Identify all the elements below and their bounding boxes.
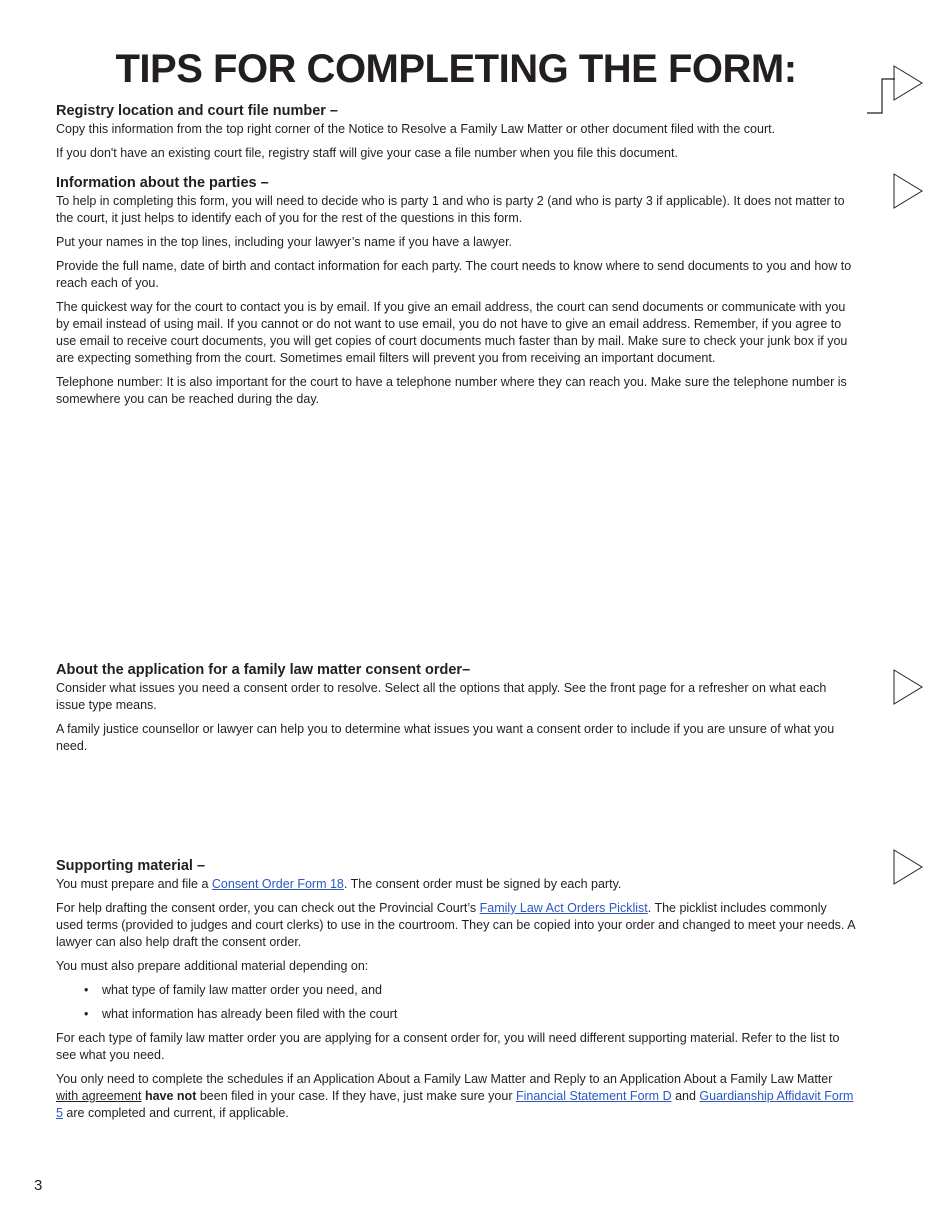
supporting-section xyxy=(56,857,856,1129)
section-heading: Supporting material – xyxy=(56,858,206,874)
page-title: TIPS FOR COMPLETING THE FORM: xyxy=(115,47,797,91)
paragraph: For each type of family law matter order you are applying for a consent order for, you will need different supporting material. Refer to the list to see what you need. xyxy=(56,1031,840,1062)
arrow-right-icon xyxy=(893,849,923,885)
financial-statement-link[interactable]: Financial Statement Form D xyxy=(515,1089,672,1103)
text: . The consent order must be signed by each party. xyxy=(343,877,622,891)
arrow-right-icon xyxy=(893,669,923,705)
paragraph: Telephone number: It is also important for the court to have a telephone number where they can reach you. Make sure the telephone number is somewhere you can be reached during the day. xyxy=(56,375,847,406)
paragraph xyxy=(56,876,856,893)
section-heading: Registry location and court file number – xyxy=(56,103,338,119)
guardianship-affidavit-link[interactable]: Guardianship Affidavit Form 5 xyxy=(56,1089,854,1120)
registry-section xyxy=(56,102,856,169)
text: are completed and current, if applicable. xyxy=(62,1106,289,1120)
paragraph: The quickest way for the court to contact you is by email. If you give an email address, the court can send documents or communicate with you by email instead of using mail. If you cannot or do not want to use email, you do not have to give an email address. Remember, if you agree to use email to receive court documents, you will get copies of court documents much faster than by mail. Make sure to check your junk box if you are expecting something from the court. Sometimes email filters will prevent you from receiving an important document. xyxy=(56,300,848,365)
text: For help drafting the consent order, you can check out the Provincial Court’s xyxy=(56,901,480,915)
paragraph: If you don't have an existing court file, registry staff will give your case a file number when you file this document. xyxy=(56,146,678,160)
section-heading: About the application for a family law matter consent order– xyxy=(56,662,471,678)
arrow-right-icon xyxy=(893,173,923,209)
corner-bracket-icon xyxy=(866,76,896,114)
page-number: 3 xyxy=(34,1177,43,1194)
paragraph: You must also prepare additional material depending on: xyxy=(56,959,369,973)
paragraph: Put your names in the top lines, including your lawyer’s name if you have a lawyer. xyxy=(56,235,513,249)
text: and xyxy=(671,1089,700,1103)
list-item: • what information has already been filed with the court xyxy=(102,1006,856,1023)
bold-text: have not xyxy=(144,1089,197,1103)
text: You must prepare and file a xyxy=(56,877,212,891)
paragraph xyxy=(56,900,856,951)
paragraph xyxy=(56,1071,856,1122)
text: . The picklist includes commonly used terms (provided to judges and court clerks) to use in the courtroom. They can be copied into your order and changed to meet your needs. A lawyer can also help draft the consent order. xyxy=(56,901,855,949)
paragraph: To help in completing this form, you will need to decide who is party 1 and who is party 2 (and who is party 3 if applicable). It does not matter to the court, it just helps to identify each of you for the rest of the questions in this form. xyxy=(56,194,845,225)
application-section xyxy=(56,661,856,762)
text: been filed in your case. If they have, just make sure your xyxy=(196,1089,516,1103)
paragraph: A family justice counsellor or lawyer can help you to determine what issues you want a consent order to include if you are unsure of what you need. xyxy=(56,722,835,753)
orders-picklist-link[interactable]: Family Law Act Orders Picklist xyxy=(479,901,648,915)
consent-order-form-link[interactable]: Consent Order Form 18 xyxy=(211,877,344,891)
text: You only need to complete the schedules if an Application About a Family Law Matter and Reply to an Application About a Family Law Matter xyxy=(56,1072,833,1086)
paragraph: Provide the full name, date of birth and contact information for each party. The court needs to know where to send documents to you and how to reach each of you. xyxy=(56,259,852,290)
paragraph: Copy this information from the top right corner of the Notice to Resolve a Family Law Matter or other document filed with the court. xyxy=(56,122,776,136)
paragraph: Consider what issues you need a consent order to resolve. Select all the options that apply. See the front page for a refresher on what each issue type means. xyxy=(56,681,827,712)
parties-section xyxy=(56,174,856,415)
underlined-text: with agreement xyxy=(56,1089,142,1103)
arrow-right-icon xyxy=(893,65,923,101)
list-item: • what type of family law matter order you need, and xyxy=(102,982,856,999)
bullet-list xyxy=(56,982,856,1023)
section-heading: Information about the parties – xyxy=(56,175,269,191)
